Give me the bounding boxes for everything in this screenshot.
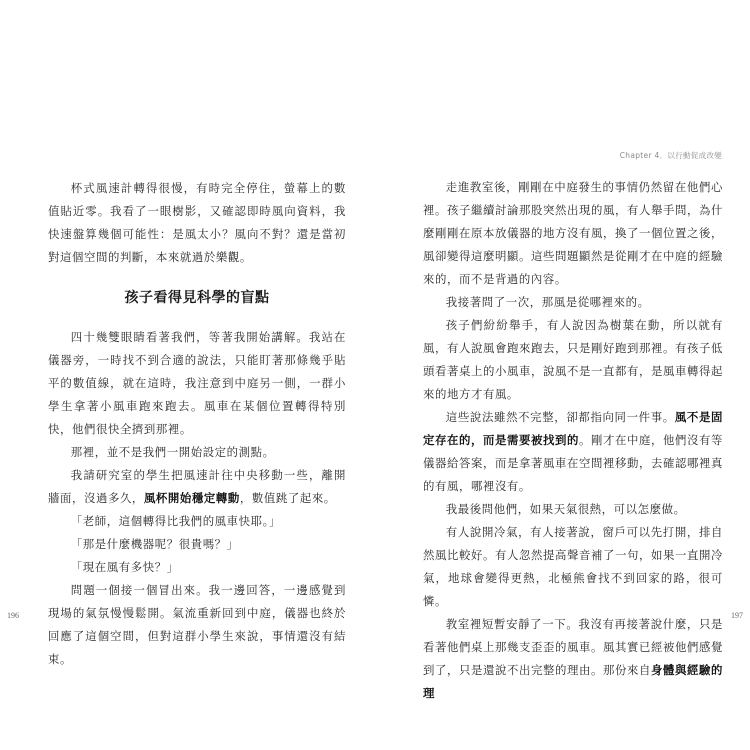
right-paragraph bbox=[423, 613, 723, 705]
bold-phrase: 身體與經驗的理 bbox=[423, 663, 723, 700]
running-head: Chapter 4．以行動促成改變 bbox=[619, 151, 722, 160]
left-paragraph: 那裡，並不是我們一開始設定的測點。 bbox=[70, 445, 275, 459]
right-paragraph: 孩子們紛紛舉手，有人說因為樹葉在動，所以就有風，有人說風會跑來跑去，只是剛好跑到那裡。有孩子低頭看著桌上的小風車，說風不是一直都有，是風車轉得起來的地方才有風。 bbox=[423, 318, 723, 401]
left-paragraph: 四十幾雙眼睛看著我們，等著我開始講解。我站在儀器旁，一時找不到合適的說法，只能盯著那條幾乎貼平的數值線，就在這時，我注意到中庭另一側，一群小學生拿著小風車跑來跑去。風車在某個位置轉得特別快，他們很快全擠到那裡。 bbox=[48, 330, 346, 436]
text-run: ，數值跳了起來。 bbox=[239, 491, 336, 505]
bold-phrase: 風不是固定存在的，而是需要被找到的 bbox=[423, 410, 723, 447]
dialogue-line: 「那是什麼機器呢？很貴嗎？」 bbox=[70, 537, 239, 551]
text-run: 。剛才在中庭，他們沒有等儀器給答案，而是拿著風車在空間裡移動，去確認哪裡真的有風，哪裡沒有。 bbox=[423, 433, 723, 493]
section-heading: 孩子看得見科學的盲點 bbox=[124, 290, 270, 306]
right-paragraph: 有人說開冷氣，有人接著說，窗戶可以先打開，排自然風比較好。有人忽然提高聲音補了一句，如果一直開冷氣，地球會變得更熱，北極熊會找不到回家的路，很可憐。 bbox=[423, 525, 723, 608]
left-paragraph: 杯式風速計轉得很慢，有時完全停住，螢幕上的數值貼近零。我看了一眼樹影，又確認即時風向資料，我快速盤算幾個可能性：是風太小？風向不對？還是當初對這個空間的判斷，本來就過於樂觀。 bbox=[48, 181, 346, 264]
text-run: 這些說法雖然不完整，卻都指向同一件事。 bbox=[445, 410, 675, 424]
right-paragraph: 我接著問了一次，那風是從哪裡來的。 bbox=[445, 295, 650, 309]
right-paragraph bbox=[423, 406, 723, 498]
page-number: 196 bbox=[7, 611, 19, 620]
text-run: 教室裡短暫安靜了一下。我沒有再接著說什麼，只是看著他們桌上那幾支歪歪的風車。風其實已經被他們感覺到了，只是還說不出完整的理由。那份來自 bbox=[423, 617, 723, 677]
right-page-body bbox=[423, 176, 723, 705]
right-paragraph: 走進教室後，剛剛在中庭發生的事情仍然留在他們心裡。孩子繼續討論那股突然出現的風，有人舉手問，為什麼剛剛在原本放儀器的地方沒有風，換了一個位置之後，風卻變得這麼明顯。這些問題顯然是從剛才在中庭的經驗來的，而不是背過的內容。 bbox=[423, 180, 723, 286]
left-paragraph: 問題一個接一個冒出來。我一邊回答，一邊感覺到現場的氣氛慢慢鬆開。氣流重新回到中庭，儀器也終於回應了這個空間，但對這群小學生來說，事情還沒有結束。 bbox=[48, 583, 346, 666]
bold-phrase: 風杯開始穩定轉動 bbox=[143, 491, 240, 505]
right-paragraph: 我最後問他們，如果天氣很熱，可以怎麼做。 bbox=[445, 502, 686, 516]
dialogue-line: 「老師，這個轉得比我們的風車快耶。」 bbox=[70, 514, 281, 528]
left-paragraph bbox=[48, 464, 346, 510]
dialogue-line: 「現在風有多快？」 bbox=[70, 560, 179, 574]
right-page bbox=[375, 0, 750, 750]
left-page-body bbox=[48, 177, 346, 671]
page-number: 197 bbox=[731, 611, 743, 620]
text-run: 我請研究室的學生把風速計往中央移動一些，離開牆面，沒過多久， bbox=[48, 468, 346, 505]
